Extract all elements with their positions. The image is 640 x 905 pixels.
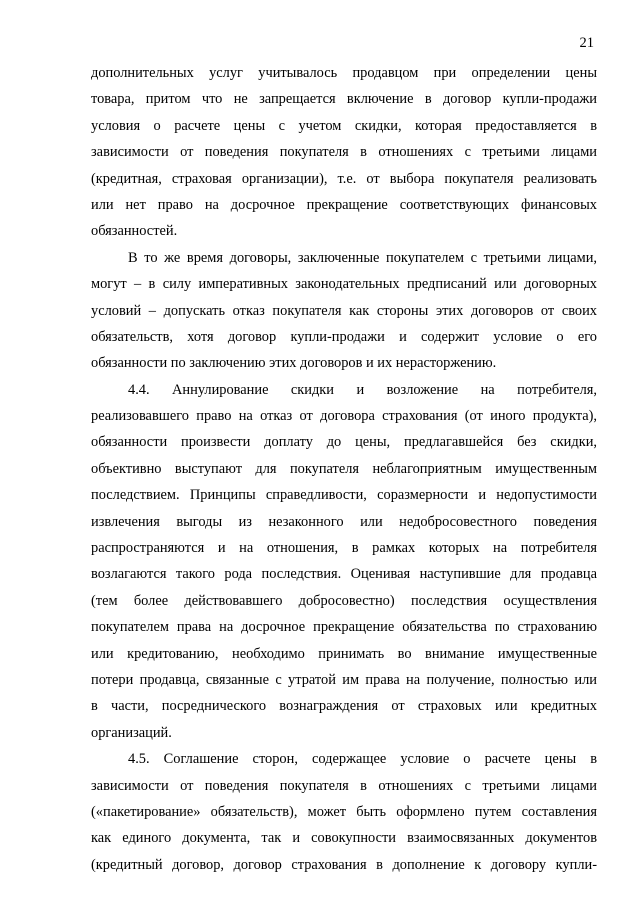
text-line: обязательств, хотя договор купли-продажи и содержит условие о его: [91, 328, 597, 345]
text-line: (тем более действовавшего добросовестно) последствия осуществления: [91, 592, 597, 609]
text-line: («пакетирование» обязательств), может быть оформлено путем составления: [91, 803, 597, 820]
page-number: 21: [579, 35, 594, 51]
paragraph: [91, 377, 597, 746]
text-line: извлечения выгоды из незаконного или недобросовестного поведения: [91, 513, 597, 530]
text-line: дополнительных услуг учитывалось продавцом при определении цены: [91, 65, 597, 81]
text-line: могут – в силу императивных законодательных предписаний или договорных: [91, 276, 597, 293]
body-text: [91, 60, 597, 878]
paragraph: [91, 245, 597, 377]
text-line: или нет право на досрочное прекращение соответствующих финансовых: [91, 196, 597, 213]
paragraph: [91, 60, 597, 245]
text-line: объективно выступают для покупателя неблагоприятным имущественным: [91, 460, 597, 477]
text-line: или кредитованию, необходимо принимать во внимание имущественные: [91, 645, 597, 662]
text-line: реализовавшего право на отказ от договора страхования (от иного продукта),: [91, 408, 597, 425]
text-line: условий – допускать отказ покупателя как стороны этих договоров от своих: [91, 302, 597, 319]
text-line: 4.5. Соглашение сторон, содержащее условие о расчете цены в: [128, 751, 597, 768]
text-line: последствием. Принципы справедливости, соразмерности и недопустимости: [91, 487, 597, 504]
text-line: обязанности по заключению этих договоров и их нерасторжению.: [91, 355, 497, 372]
text-line: обязанности произвести доплату до цены, предлагавшейся без скидки,: [91, 434, 597, 451]
text-line: В то же время договоры, заключенные покупателем с третьими лицами,: [128, 249, 597, 266]
text-line: зависимости от поведения покупателя в отношениях с третьими лицами: [91, 144, 597, 161]
text-line: в части, посреднического вознаграждения от страховых или кредитных: [91, 698, 597, 715]
text-line: организаций.: [91, 724, 172, 741]
text-line: условия о расчете цены с учетом скидки, которая предоставляется в: [91, 117, 597, 134]
text-line: потери продавца, связанные с утратой им права на получение, полностью или: [91, 671, 597, 688]
text-line: 4.4. Аннулирование скидки и возложение на потребителя,: [128, 381, 597, 398]
text-line: обязанностей.: [91, 223, 178, 240]
text-line: покупателем права на досрочное прекращение обязательства по страхованию: [91, 619, 597, 636]
text-line: зависимости от поведения покупателя в отношениях с третьими лицами: [91, 777, 597, 794]
text-line: как единого документа, так и совокупности взаимосвязанных документов: [91, 830, 597, 847]
text-line: (кредитная, страховая организации), т.е. от выбора покупателя реализовать: [91, 170, 597, 187]
text-line: товара, притом что не запрещается включение в договор купли-продажи: [91, 91, 597, 108]
text-line: распространяются и на отношения, в рамках которых на потребителя: [91, 540, 597, 557]
paragraph: [91, 746, 597, 878]
text-line: (кредитный договор, договор страхования в дополнение к договору купли-: [91, 856, 597, 873]
text-line: возлагаются такого рода последствия. Оценивая наступившие для продавца: [91, 566, 597, 583]
